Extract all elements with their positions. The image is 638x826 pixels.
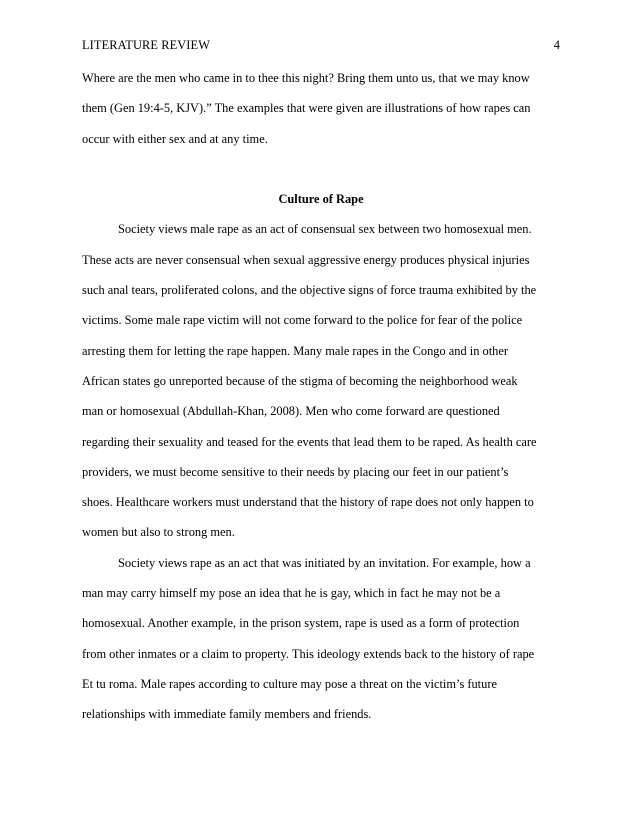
- text-line: relationships with immediate family members and friends.: [82, 707, 372, 722]
- text-line: such anal tears, proliferated colons, and the objective signs of force trauma exhibited by the: [82, 283, 537, 298]
- body-text: [82, 69, 560, 736]
- text-line: man or homosexual (Abdullah-Khan, 2008). Men who come forward are questioned: [82, 404, 500, 419]
- text-line: them (Gen 19:4-5, KJV).” The examples that were given are illustrations of how rapes can: [82, 101, 531, 116]
- text-line: from other inmates or a claim to property. This ideology extends back to the history of rape: [82, 646, 535, 661]
- text-line: Where are the men who came in to thee this night? Bring them unto us, that we may know: [82, 71, 530, 85]
- section-heading: Culture of Rape: [278, 192, 364, 207]
- text-line: These acts are never consensual when sexual aggressive energy produces physical injuries: [82, 252, 530, 267]
- text-line: Society views male rape as an act of consensual sex between two homosexual men.: [118, 222, 532, 237]
- text-line: victims. Some male rape victim will not come forward to the police for fear of the police: [82, 313, 523, 328]
- text-line: providers, we must become sensitive to their needs by placing our feet in our patient’s: [82, 464, 509, 479]
- text-line: African states go unreported because of the stigma of becoming the neighborhood weak: [82, 373, 518, 388]
- text-line: women but also to strong men.: [82, 525, 235, 540]
- text-line: Society views rape as an act that was initiated by an invitation. For example, how a: [118, 555, 531, 570]
- text-line: arresting them for letting the rape happen. Many male rapes in the Congo and in other: [82, 343, 508, 358]
- text-line: occur with either sex and at any time.: [82, 131, 268, 146]
- text-line: Et tu roma. Male rapes according to culture may pose a threat on the victim’s future: [82, 676, 497, 691]
- text-line: man may carry himself my pose an idea that he is gay, which in fact he may not be a: [82, 586, 501, 601]
- text-line: homosexual. Another example, in the prison system, rape is used as a form of protection: [82, 616, 520, 631]
- text-line: regarding their sexuality and teased for the events that lead them to be raped. As health care: [82, 434, 537, 449]
- page-header: [82, 36, 560, 54]
- text-line: shoes. Healthcare workers must understand that the history of rape does not only happen to: [82, 495, 534, 510]
- blank-line: [82, 160, 560, 190]
- running-head: LITERATURE REVIEW: [82, 38, 210, 52]
- page-number: 4: [553, 38, 560, 52]
